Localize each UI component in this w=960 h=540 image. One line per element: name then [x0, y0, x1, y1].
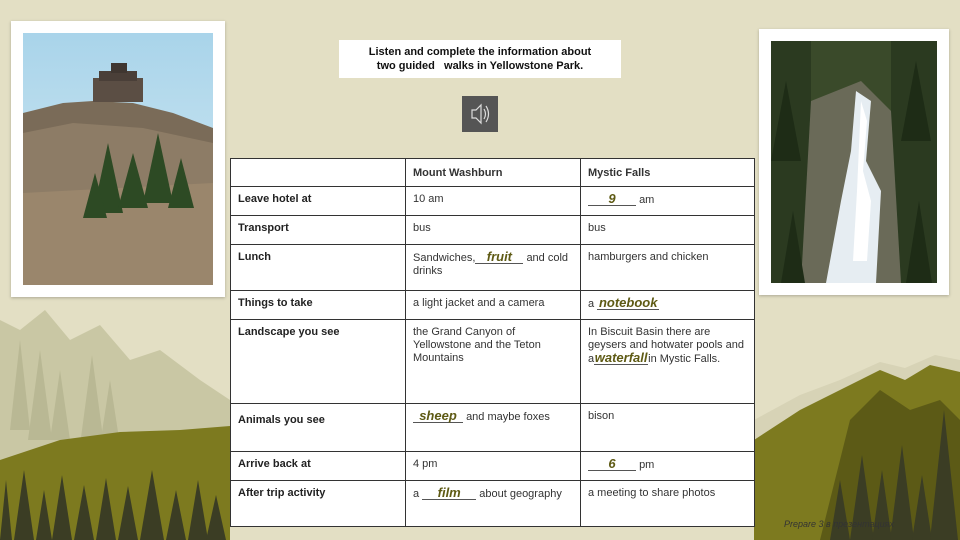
cell-washburn-leave: 10 am	[406, 187, 581, 216]
audio-play-button[interactable]	[462, 96, 498, 132]
row-label-after: After trip activity	[231, 481, 406, 527]
answer-blank[interactable]	[588, 458, 636, 471]
prefix: Sandwiches,	[413, 252, 476, 264]
suffix: about geography	[479, 488, 562, 500]
table-row	[231, 404, 755, 452]
cell-mystic-animals: bison	[581, 404, 755, 452]
table-row	[231, 291, 755, 320]
cell-mystic-things	[581, 291, 755, 320]
cell-washburn-transport: bus	[406, 216, 581, 245]
suffix: pm	[639, 459, 655, 471]
answer-blank[interactable]	[588, 193, 636, 206]
header-empty	[231, 159, 406, 187]
answer-sheep: sheep	[419, 408, 457, 423]
table-row	[231, 481, 755, 527]
suffix: and cold drinks	[413, 252, 569, 277]
title-line-2: two guided walks in Yellowstone Park.	[376, 60, 584, 72]
row-label-arrive: Arrive back at	[231, 452, 406, 481]
text-part-2: in Mystic Falls.	[648, 353, 721, 365]
table-row	[231, 245, 755, 291]
title-line-1: Listen and complete the information about	[368, 46, 592, 58]
table-row	[231, 187, 755, 216]
answer-blank[interactable]	[597, 297, 659, 310]
row-label-landscape: Landscape you see	[231, 320, 406, 404]
answer-9: 9	[608, 191, 616, 206]
instruction-title	[339, 40, 621, 78]
row-label-animals: Animals you see	[231, 404, 406, 452]
cell-washburn-after	[406, 481, 581, 527]
suffix: am	[639, 194, 655, 206]
cell-mystic-transport: bus	[581, 216, 755, 245]
answer-film: film	[437, 485, 461, 500]
cell-washburn-landscape: the Grand Canyon of Yellowstone and the Teton Mountains	[406, 320, 581, 404]
answer-blank[interactable]	[422, 487, 476, 500]
prefix: a	[588, 298, 595, 310]
cell-washburn-things: a light jacket and a camera	[406, 291, 581, 320]
table-row	[231, 452, 755, 481]
answer-6: 6	[608, 456, 616, 471]
cell-washburn-arrive: 4 pm	[406, 452, 581, 481]
row-label-things: Things to take	[231, 291, 406, 320]
answer-waterfall: waterfall	[594, 350, 648, 365]
cell-mystic-arrive	[581, 452, 755, 481]
answer-blank[interactable]	[594, 352, 648, 365]
answer-blank[interactable]	[475, 251, 523, 264]
cell-washburn-animals	[406, 404, 581, 452]
cell-mystic-after: a meeting to share photos	[581, 481, 755, 527]
table-header-row	[231, 159, 755, 187]
answer-blank[interactable]	[413, 410, 463, 423]
row-label-lunch: Lunch	[231, 245, 406, 291]
header-mount-washburn: Mount Washburn	[406, 159, 581, 187]
cell-mystic-leave	[581, 187, 755, 216]
row-label-leave: Leave hotel at	[231, 187, 406, 216]
suffix: and maybe foxes	[466, 411, 550, 423]
row-label-transport: Transport	[231, 216, 406, 245]
text-part-1: In Biscuit Basin there are geysers and hotwater pools and a	[588, 326, 744, 365]
photo-mount-washburn	[11, 21, 225, 297]
prefix: a	[413, 488, 420, 500]
footer-credit: Prepare 3 в презентациях	[784, 519, 894, 529]
info-table	[230, 158, 755, 527]
answer-fruit: fruit	[486, 249, 513, 264]
table-row	[231, 320, 755, 404]
cell-mystic-landscape	[581, 320, 755, 404]
table-row	[231, 216, 755, 245]
cell-mystic-lunch: hamburgers and chicken	[581, 245, 755, 291]
cell-washburn-lunch	[406, 245, 581, 291]
header-mystic-falls: Mystic Falls	[581, 159, 755, 187]
speaker-icon	[462, 96, 498, 132]
photo-mystic-falls	[759, 29, 949, 295]
answer-notebook: notebook	[598, 295, 658, 310]
